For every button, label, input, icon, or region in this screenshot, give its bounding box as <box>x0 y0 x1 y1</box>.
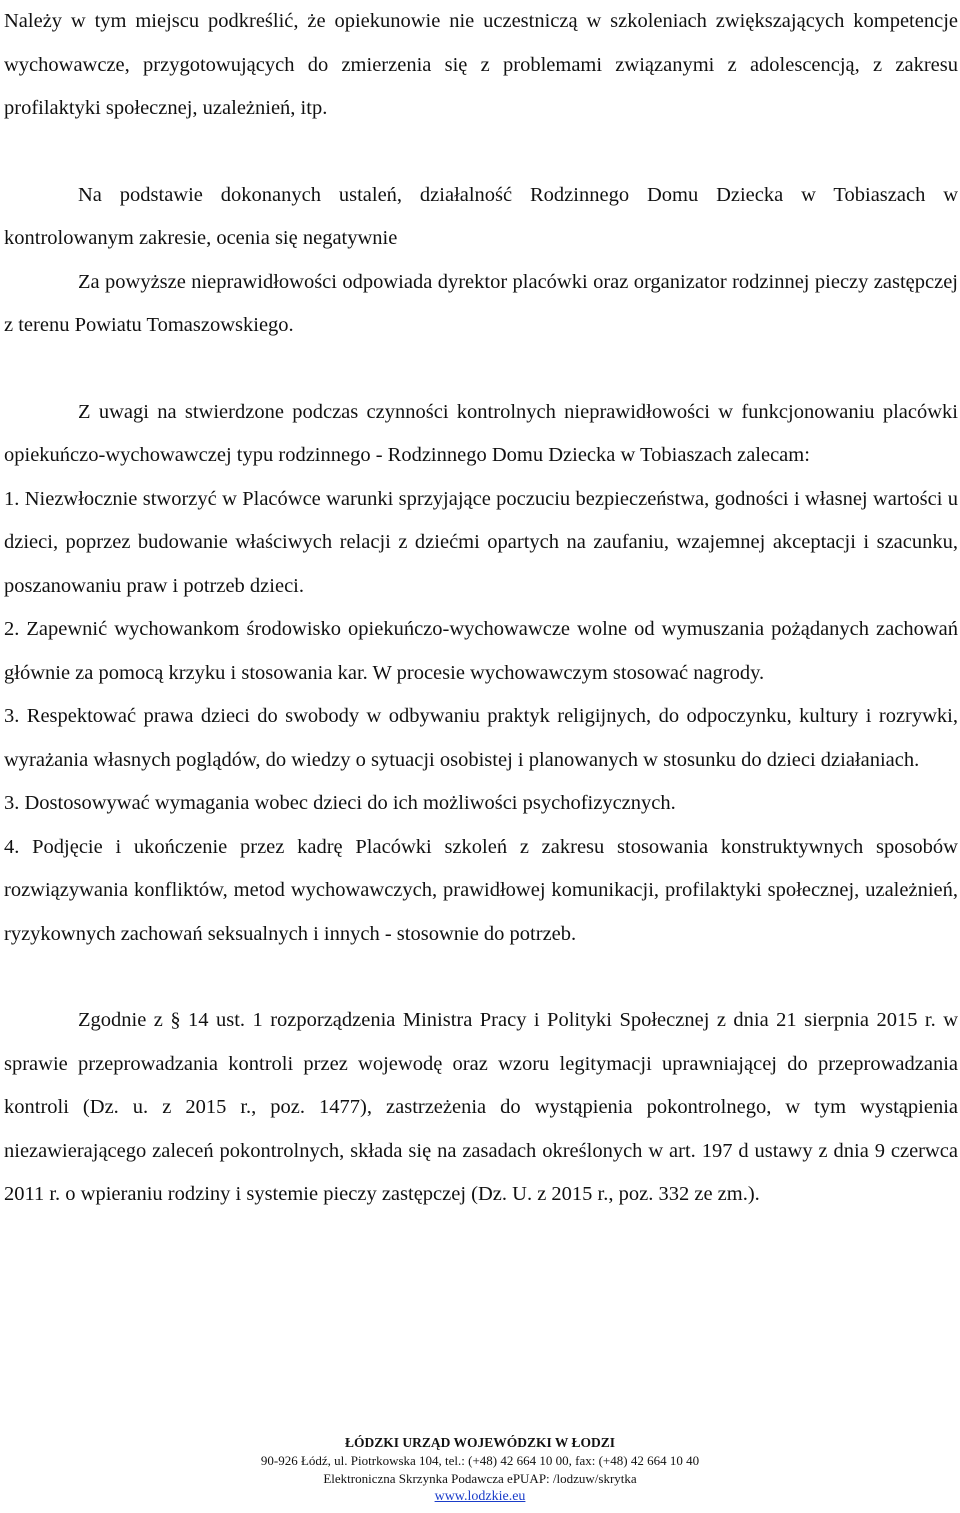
footer-epuap: Elektroniczna Skrzynka Podawcza ePUAP: /lodzuw/skrytka <box>323 1471 637 1486</box>
paragraph-assessment: Na podstawie dokonanych ustaleń, działalność Rodzinnego Domu Dziecka w Tobiaszach w kontrolowanym zakresie, ocenia się negatywnie <box>4 183 958 249</box>
document-body <box>4 0 958 1217</box>
footer-website-link[interactable]: www.lodzkie.eu <box>434 1489 526 1504</box>
recommendation-item: 1. Niezwłocznie stworzyć w Placówce warunki sprzyjające poczuciu bezpieczeństwa, godności i własnej wartości u dzieci, poprzez budowanie właściwych relacji z dziećmi opartych na zaufaniu, wzajemnej akceptacji i szacunku, poszanowaniu praw i potrzeb dzieci. <box>4 487 958 597</box>
footer-address: 90-926 Łódź, ul. Piotrkowska 104, tel.: (+48) 42 664 10 00, fax: (+48) 42 664 10 40 <box>260 1453 700 1468</box>
recommendation-item: 2. Zapewnić wychowankom środowisko opiekuńczo-wychowawcze wolne od wymuszania pożądanych zachowań głównie za pomocą krzyku i stosowania kar. W procesie wychowawczym stosować nagrody. <box>4 618 958 684</box>
paragraph-legal-basis: Zgodnie z § 14 ust. 1 rozporządzenia Ministra Pracy i Polityki Społecznej z dnia 21 sierpnia 2015 r. w sprawie przeprowadzania kontroli przez wojewodę oraz wzoru legitymacji uprawniającej do przeprowadzania kontroli (Dz. u. z 2015 r., poz. 1477), zastrzeżenia do wystąpienia pokontrolnego, w tym wystąpienia niezawierającego zaleceń pokontrolnych, składa się na zasadach określonych w art. 197 d ustawy z dnia 9 czerwca 2011 r. o wpieraniu rodziny i systemie pieczy zastępczej (Dz. U. z 2015 r., poz. 332 ze zm.). <box>4 1009 958 1205</box>
footer-organization: ŁÓDZKI URZĄD WOJEWÓDZKI W ŁODZI <box>344 1435 616 1450</box>
recommendation-item: 3. Dostosowywać wymagania wobec dzieci do ich możliwości psychofizycznych. <box>4 792 676 814</box>
recommendation-item: 3. Respektować prawa dzieci do swobody w odbywaniu praktyk religijnych, do odpoczynku, kultury i rozrywki, wyrażania własnych poglądów, do wiedzy o sytuacji osobistej i planowanych w stosunku do dzieci działaniach. <box>4 705 958 771</box>
paragraph-responsibility: Za powyższe nieprawidłowości odpowiada dyrektor placówki oraz organizator rodzinnej pieczy zastępczej z terenu Powiatu Tomaszowskiego. <box>4 270 958 336</box>
paragraph-recommendations-intro: Z uwagi na stwierdzone podczas czynności kontrolnych nieprawidłowości w funkcjonowaniu placówki opiekuńczo-wychowawczej typu rodzinnego - Rodzinnego Domu Dziecka w Tobiaszach zalecam: <box>4 400 958 466</box>
recommendation-item: 4. Podjęcie i ukończenie przez kadrę Placówki szkoleń z zakresu stosowania konstruktywnych sposobów rozwiązywania konfliktów, metod wychowawczych, prawidłowej komunikacji, profilaktyki społecznej, uzależnień, ryzykownych zachowań seksualnych i innych - stosownie do potrzeb. <box>4 835 958 945</box>
page-footer <box>0 1434 960 1506</box>
paragraph-intro: Należy w tym miejscu podkreślić, że opiekunowie nie uczestniczą w szkoleniach zwiększających kompetencje wychowawcze, przygotowujących do zmierzenia się z problemami związanymi z adolescencją, z zakresu profilaktyki społecznej, uzależnień, itp. <box>4 10 958 119</box>
